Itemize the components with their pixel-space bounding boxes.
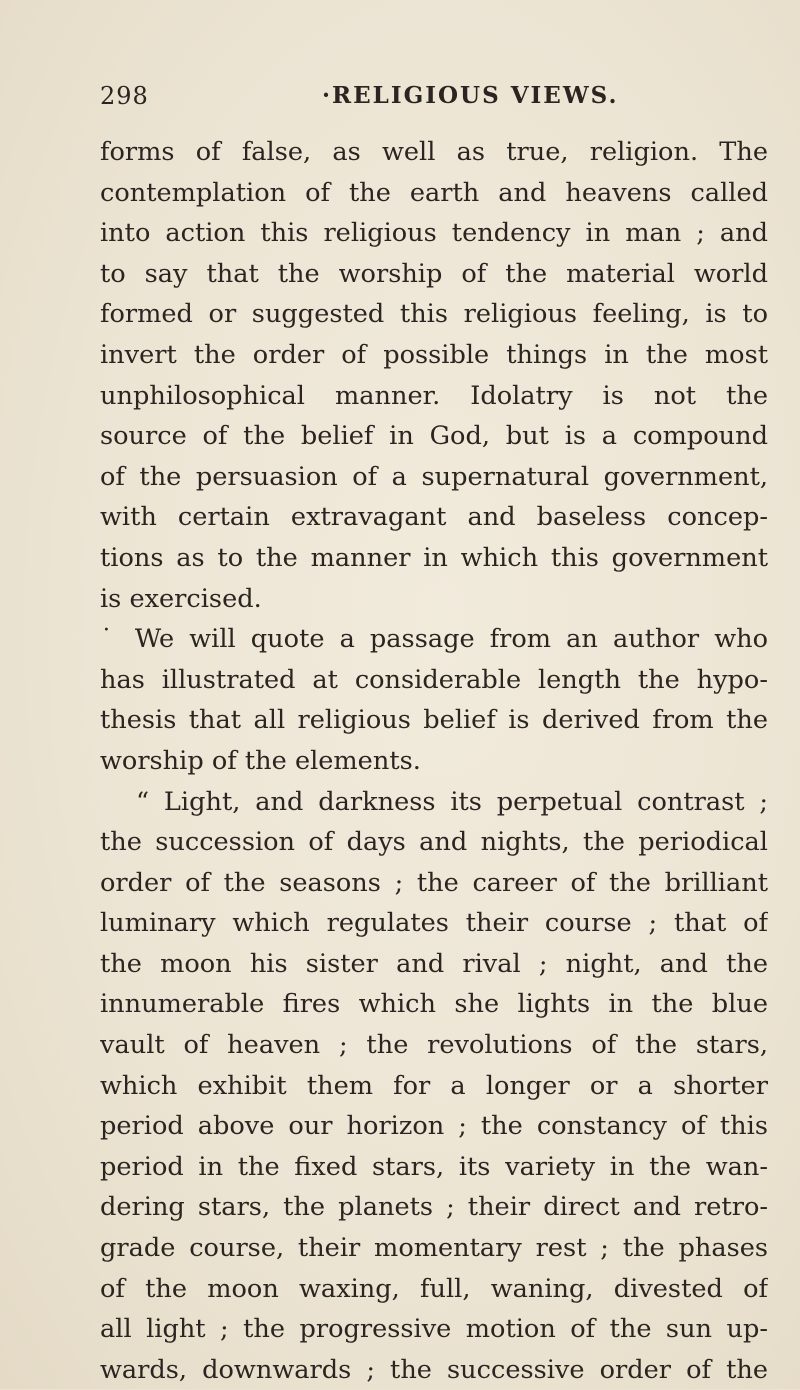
text-line: vault of heaven ; the revolutions of the stars,: [100, 1030, 768, 1061]
text-line: source of the belief in God, but is a compound: [100, 421, 768, 452]
text-line: thesis that all religious belief is derived from the: [100, 705, 768, 736]
text-line: with certain extravagant and baseless concep-: [100, 502, 768, 533]
text-line: is exercised.: [100, 583, 262, 614]
text-line: wards, downwards ; the successive order of the: [100, 1354, 768, 1385]
text-line: the moon his sister and rival ; night, and the: [100, 948, 768, 979]
text-line: of the persuasion of a supernatural government,: [100, 461, 768, 492]
text-line: tions as to the manner in which this government: [100, 542, 768, 573]
text-line: period above our horizon ; the constancy of this: [100, 1111, 768, 1142]
running-title: ·RELIGIOUS VIEWS.: [322, 82, 619, 109]
text-line: dering stars, the planets ; their direct and retro-: [100, 1192, 768, 1223]
text-line: innumerable fires which she lights in the blue: [100, 989, 768, 1020]
text-line: grade course, their momentary rest ; the phases: [100, 1233, 768, 1264]
text-line: ˙ We will quote a passage from an author who: [100, 624, 768, 655]
text-line: luminary which regulates their course ; that of: [100, 908, 768, 939]
text-line: “ Light, and darkness its perpetual contrast ;: [136, 786, 768, 817]
page-number: 298: [100, 82, 149, 110]
running-head: [100, 82, 780, 122]
text-line: worship of the elements.: [100, 745, 421, 776]
text-line: forms of false, as well as true, religion. The: [100, 137, 768, 167]
text-line: of the moon waxing, full, waning, divested of: [100, 1273, 768, 1304]
text-line: which exhibit them for a longer or a shorter: [100, 1070, 768, 1101]
text-line: into action this religious tendency in man ; and: [100, 218, 768, 249]
text-line: order of the seasons ; the career of the brilliant: [100, 867, 768, 898]
text-line: all light ; the progressive motion of the sun up-: [100, 1314, 768, 1345]
text-line: formed or suggested this religious feeling, is to: [100, 299, 768, 330]
text-line: contemplation of the earth and heavens called: [100, 177, 768, 208]
text-line: has illustrated at considerable length the hypo-: [100, 664, 768, 695]
text-line: invert the order of possible things in the most: [100, 339, 768, 370]
body-text: [100, 132, 768, 1390]
text-line: period in the fixed stars, its variety in the wan-: [100, 1151, 768, 1182]
text-line: the succession of days and nights, the periodical: [100, 827, 768, 858]
text-line: unphilosophical manner. Idolatry is not the: [100, 380, 768, 411]
text-line: to say that the worship of the material world: [100, 258, 768, 289]
